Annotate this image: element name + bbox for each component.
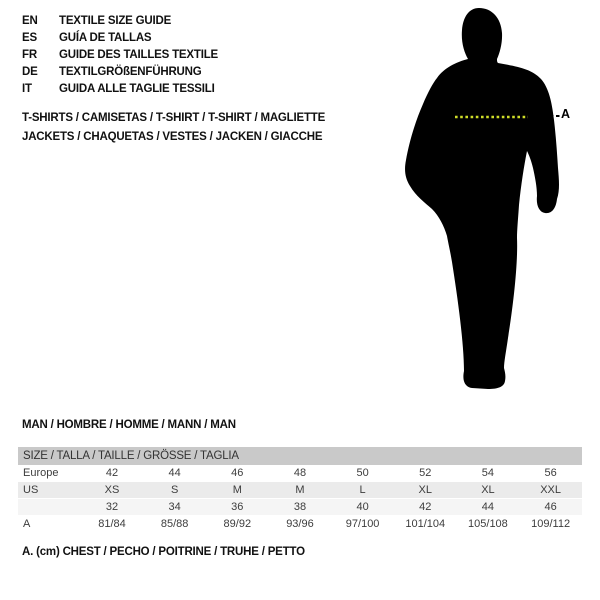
table-cell: 48 [269, 465, 332, 482]
table-cell: 52 [394, 465, 457, 482]
table-cell: XL [394, 482, 457, 499]
language-code: DE [22, 66, 38, 78]
row-label: US [18, 482, 81, 499]
table-cell: M [206, 482, 269, 499]
row-label: Europe [18, 465, 81, 482]
language-label: GUIDE DES TAILLES TEXTILE [59, 49, 218, 61]
table-cell: 32 [81, 499, 144, 516]
language-label: GUÍA DE TALLAS [59, 32, 152, 44]
language-code: IT [22, 83, 32, 95]
section-title-man: MAN / HOMBRE / HOMME / MANN / MAN [22, 419, 236, 431]
measure-footnote: A. (cm) CHEST / PECHO / POITRINE / TRUHE / PETTO [22, 546, 305, 558]
table-cell: 81/84 [81, 516, 144, 533]
size-table-header: SIZE / TALLA / TAILLE / GRÖSSE / TAGLIA [18, 447, 582, 465]
size-table [18, 447, 582, 532]
table-cell: 44 [457, 499, 520, 516]
table-row-us [18, 482, 582, 499]
table-cell: 101/104 [394, 516, 457, 533]
table-cell: L [331, 482, 394, 499]
table-cell: 38 [269, 499, 332, 516]
table-cell: 34 [143, 499, 206, 516]
table-cell: 105/108 [457, 516, 520, 533]
table-cell: 89/92 [206, 516, 269, 533]
size-table-header-row [18, 447, 582, 465]
category-tshirts: T-SHIRTS / CAMISETAS / T-SHIRT / T-SHIRT / MAGLIETTE [22, 112, 326, 124]
row-label: A [18, 516, 81, 533]
table-cell: 93/96 [269, 516, 332, 533]
table-cell: M [269, 482, 332, 499]
table-cell: 42 [81, 465, 144, 482]
table-cell: 44 [143, 465, 206, 482]
row-label [18, 499, 81, 516]
language-label: GUIDA ALLE TAGLIE TESSILI [59, 83, 215, 95]
table-cell: 36 [206, 499, 269, 516]
table-cell: 46 [206, 465, 269, 482]
table-cell: 50 [331, 465, 394, 482]
table-cell: XS [81, 482, 144, 499]
table-cell: 54 [457, 465, 520, 482]
table-row-a-chest [18, 516, 582, 533]
table-cell: 46 [519, 499, 582, 516]
table-cell: S [143, 482, 206, 499]
measure-label-a: A [561, 107, 571, 121]
table-cell: XXL [519, 482, 582, 499]
table-row-europe [18, 465, 582, 482]
table-row-uk [18, 499, 582, 516]
table-cell: XL [457, 482, 520, 499]
table-cell: 85/88 [143, 516, 206, 533]
language-code: EN [22, 15, 38, 27]
language-label: TEXTILGRÖßENFÜHRUNG [59, 66, 202, 78]
table-cell: 56 [519, 465, 582, 482]
table-cell: 97/100 [331, 516, 394, 533]
language-label: TEXTILE SIZE GUIDE [59, 15, 172, 27]
language-code: ES [22, 32, 37, 44]
language-code: FR [22, 49, 37, 61]
table-cell: 42 [394, 499, 457, 516]
category-jackets: JACKETS / CHAQUETAS / VESTES / JACKEN / GIACCHE [22, 130, 323, 143]
table-cell: 40 [331, 499, 394, 516]
table-cell: 109/112 [519, 516, 582, 533]
